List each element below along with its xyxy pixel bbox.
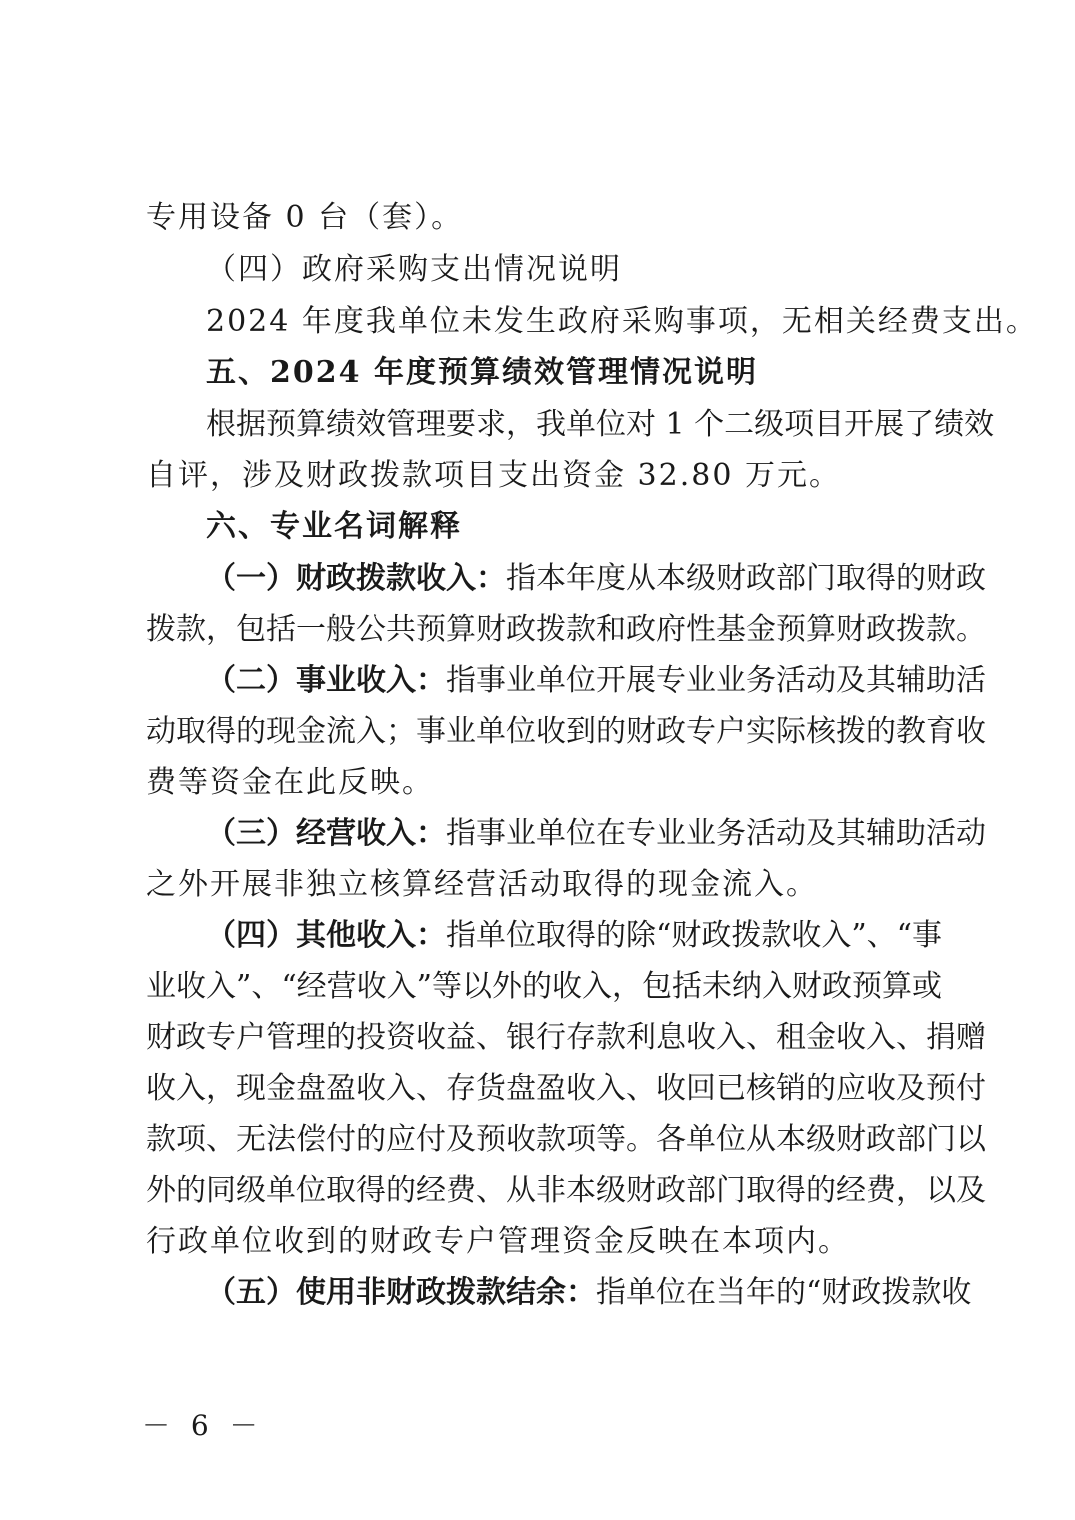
subsection-heading (206, 250, 622, 290)
line-text: 拨款，包括一般公共预算财政拨款和政府性基金预算财政拨款。 (146, 612, 986, 647)
section-heading (206, 507, 462, 547)
line-text: 动取得的现金流入；事业单位收到的财政专户实际核拨的教育收 (146, 714, 986, 749)
line-text: 收入，现金盘盈收入、存货盘盈收入、收回已核销的应收及预付 (146, 1071, 986, 1106)
line-text: 指单位取得的除“财政拨款收入”、“事 (446, 918, 943, 953)
text-line (146, 1120, 986, 1160)
line-text: 财政专户管理的投资收益、银行存款利息收入、租金收入、捐赠 (146, 1020, 986, 1055)
line-text: 指单位在当年的“财政拨款收 (596, 1275, 972, 1310)
line-text: 外的同级单位取得的经费、从非本级财政部门取得的经费，以及 (146, 1173, 986, 1208)
line-text: 款项、无法偿付的应付及预收款项等。各单位从本级财政部门以 (146, 1122, 986, 1157)
text-line (206, 405, 995, 445)
line-text: 费等资金在此反映。 (146, 765, 434, 800)
line-text: 指事业单位在专业业务活动及其辅助活动 (446, 816, 986, 851)
text-line (206, 302, 1038, 342)
text-line (146, 1069, 986, 1109)
line-text: 之外开展非独立核算经营活动取得的现金流入。 (146, 867, 818, 902)
text-line (146, 1171, 986, 1211)
line-text: 行政单位收到的财政专户管理资金反映在本项内。 (146, 1224, 850, 1259)
text-line (146, 1018, 986, 1058)
definition-line (206, 1273, 972, 1313)
text-line (146, 198, 463, 238)
text-line (146, 763, 434, 803)
text-line (146, 456, 841, 496)
text-line (146, 865, 818, 905)
line-text: 指事业单位开展专业业务活动及其辅助活 (446, 663, 986, 698)
definition-line (206, 814, 986, 854)
definition-line (206, 559, 986, 599)
text-line (146, 712, 986, 752)
line-text: 专用设备 0 台（套）。 (146, 200, 464, 235)
line-text: 自评，涉及财政拨款项目支出资金 32.80 万元。 (146, 458, 841, 493)
definition-line (206, 661, 986, 701)
line-text: 指本年度从本级财政部门取得的财政 (506, 561, 986, 596)
line-text: （四）政府采购支出情况说明 (206, 252, 622, 287)
line-text: 业收入”、“经营收入”等以外的收入，包括未纳入财政预算或 (146, 969, 943, 1004)
term-label: （五）使用非财政拨款结余： (206, 1275, 596, 1310)
text-line (146, 610, 986, 650)
line-text: 2024 年度我单位未发生政府采购事项，无相关经费支出。 (206, 304, 1038, 339)
term-label: （三）经营收入： (206, 816, 446, 851)
line-text: 六、专业名词解释 (206, 509, 462, 544)
text-line (146, 967, 941, 1007)
text-line (146, 1222, 850, 1262)
term-label: （四）其他收入： (206, 918, 446, 953)
term-label: （一）财政拨款收入： (206, 561, 506, 596)
section-heading (206, 353, 758, 393)
page-number: － 6 － (142, 1409, 264, 1442)
line-text: 五、2024 年度预算绩效管理情况说明 (206, 355, 758, 390)
line-text: 根据预算绩效管理要求，我单位对 1 个二级项目开展了绩效 (206, 407, 995, 442)
term-label: （二）事业收入： (206, 663, 446, 698)
definition-line (206, 916, 941, 956)
